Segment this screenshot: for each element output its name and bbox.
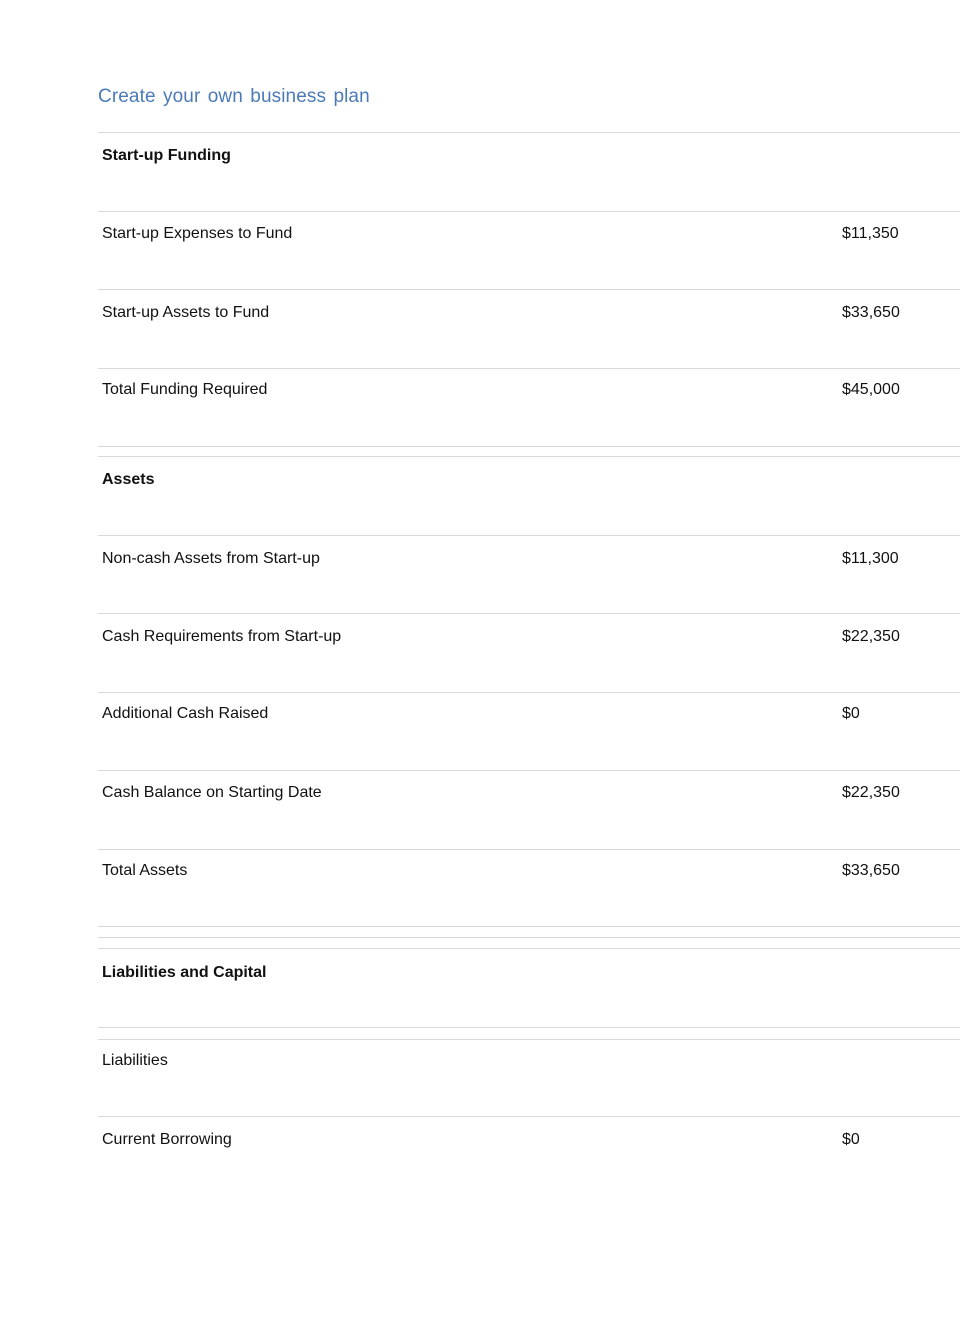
row-label: Non-cash Assets from Start-up xyxy=(102,550,320,567)
table-row xyxy=(102,547,960,571)
row-value: $22,350 xyxy=(842,628,900,645)
row-label: Total Assets xyxy=(102,862,188,879)
divider xyxy=(98,613,960,614)
table-row xyxy=(102,702,960,726)
row-label: Start-up Assets to Fund xyxy=(102,304,270,321)
divider xyxy=(98,535,960,536)
divider xyxy=(98,1116,960,1117)
divider xyxy=(98,456,960,457)
divider xyxy=(98,849,960,850)
row-value: $22,350 xyxy=(842,784,900,801)
divider xyxy=(98,1039,960,1040)
row-value: $11,350 xyxy=(842,225,899,242)
divider xyxy=(98,692,960,693)
table-row xyxy=(102,222,960,246)
table-row xyxy=(102,378,960,402)
table-row xyxy=(102,781,960,805)
divider xyxy=(98,926,960,927)
page-title: Create your own business plan xyxy=(98,86,370,107)
section-heading-label: Liabilities and Capital xyxy=(102,964,267,981)
divider xyxy=(98,1027,960,1028)
row-value: $45,000 xyxy=(842,381,900,398)
section-heading-assets xyxy=(102,468,960,492)
divider xyxy=(98,937,960,938)
divider xyxy=(98,368,960,369)
divider xyxy=(98,446,960,447)
section-heading-label: Assets xyxy=(102,471,155,488)
row-value: $0 xyxy=(842,1131,860,1148)
row-value: $33,650 xyxy=(842,304,900,321)
section-heading-label: Start-up Funding xyxy=(102,147,231,164)
row-value: $11,300 xyxy=(842,550,899,567)
divider xyxy=(98,289,960,290)
subheading-label: Liabilities xyxy=(102,1052,168,1069)
row-label: Cash Balance on Starting Date xyxy=(102,784,322,801)
row-label: Current Borrowing xyxy=(102,1131,232,1148)
row-label: Additional Cash Raised xyxy=(102,705,269,722)
divider xyxy=(98,211,960,212)
row-label: Start-up Expenses to Fund xyxy=(102,225,293,242)
table-row xyxy=(102,859,960,883)
row-label: Cash Requirements from Start-up xyxy=(102,628,342,645)
table-row xyxy=(102,301,960,325)
row-value: $33,650 xyxy=(842,862,900,879)
divider xyxy=(98,948,960,949)
section-heading-startup-funding xyxy=(102,144,960,168)
table-row xyxy=(102,1128,960,1152)
row-label: Total Funding Required xyxy=(102,381,268,398)
row-value: $0 xyxy=(842,705,860,722)
subheading-liabilities xyxy=(102,1049,960,1073)
divider xyxy=(98,770,960,771)
table-row xyxy=(102,625,960,649)
section-heading-liabilities-capital xyxy=(102,961,960,985)
divider xyxy=(98,132,960,133)
